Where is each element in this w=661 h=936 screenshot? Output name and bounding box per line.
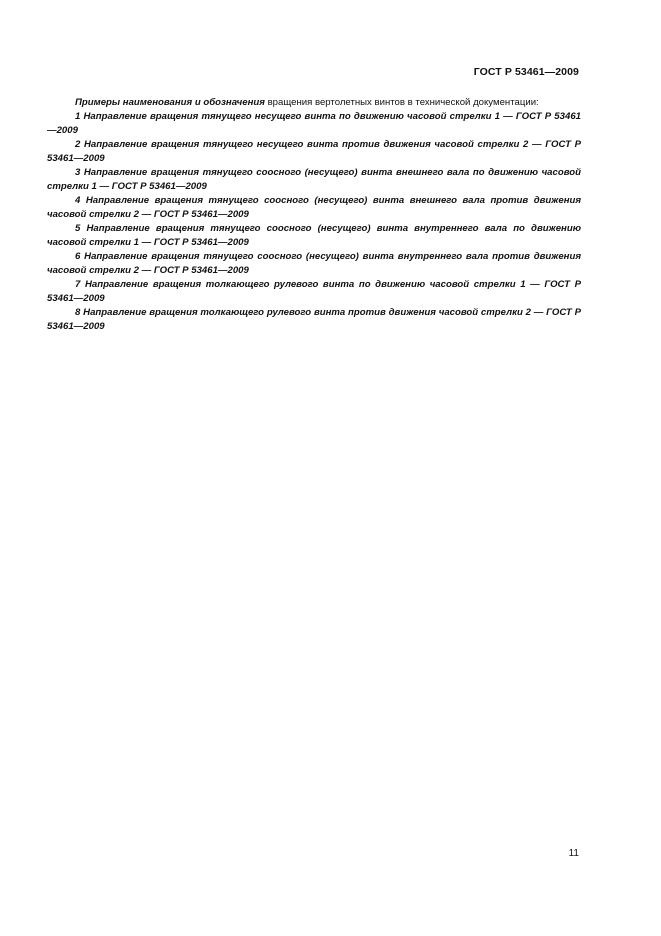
example-item: 8 Направление вращения толкающего рулевого винта против движения часовой стрелки 2 — ГОСТ Р 53461—2009 <box>47 307 581 332</box>
document-body <box>47 96 581 334</box>
example-item: 7 Направление вращения толкающего рулевого винта по движению часовой стрелки 1 — ГОСТ Р 53461—2009 <box>47 279 581 304</box>
document-code-header: ГОСТ Р 53461—2009 <box>473 66 579 78</box>
example-item: 4 Направление вращения тянущего соосного (несущего) винта внешнего вала против движения часовой стрелки 2 — ГОСТ Р 53461—2009 <box>47 195 581 220</box>
example-item: 6 Направление вращения тянущего соосного (несущего) винта внутреннего вала против движения часовой стрелки 2 — ГОСТ Р 53461—2009 <box>47 251 581 276</box>
intro-emphasis: Примеры наименования и обозначения <box>75 97 265 108</box>
example-item: 2 Направление вращения тянущего несущего винта против движения часовой стрелки 2 — ГОСТ Р 53461—2009 <box>47 139 581 164</box>
page-number: 11 <box>568 848 579 859</box>
example-item: 3 Направление вращения тянущего соосного (несущего) винта внешнего вала по движению часовой стрелки 1 — ГОСТ Р 53461—2009 <box>47 167 581 192</box>
intro-paragraph <box>47 96 581 110</box>
example-item: 1 Направление вращения тянущего несущего винта по движению часовой стрелки 1 — ГОСТ Р 53461—2009 <box>47 111 581 136</box>
intro-text: вращения вертолетных винтов в технической документации: <box>264 97 539 108</box>
example-item: 5 Направление вращения тянущего соосного (несущего) винта внутреннего вала по движению часовой стрелки 1 — ГОСТ Р 53461—2009 <box>47 223 581 248</box>
